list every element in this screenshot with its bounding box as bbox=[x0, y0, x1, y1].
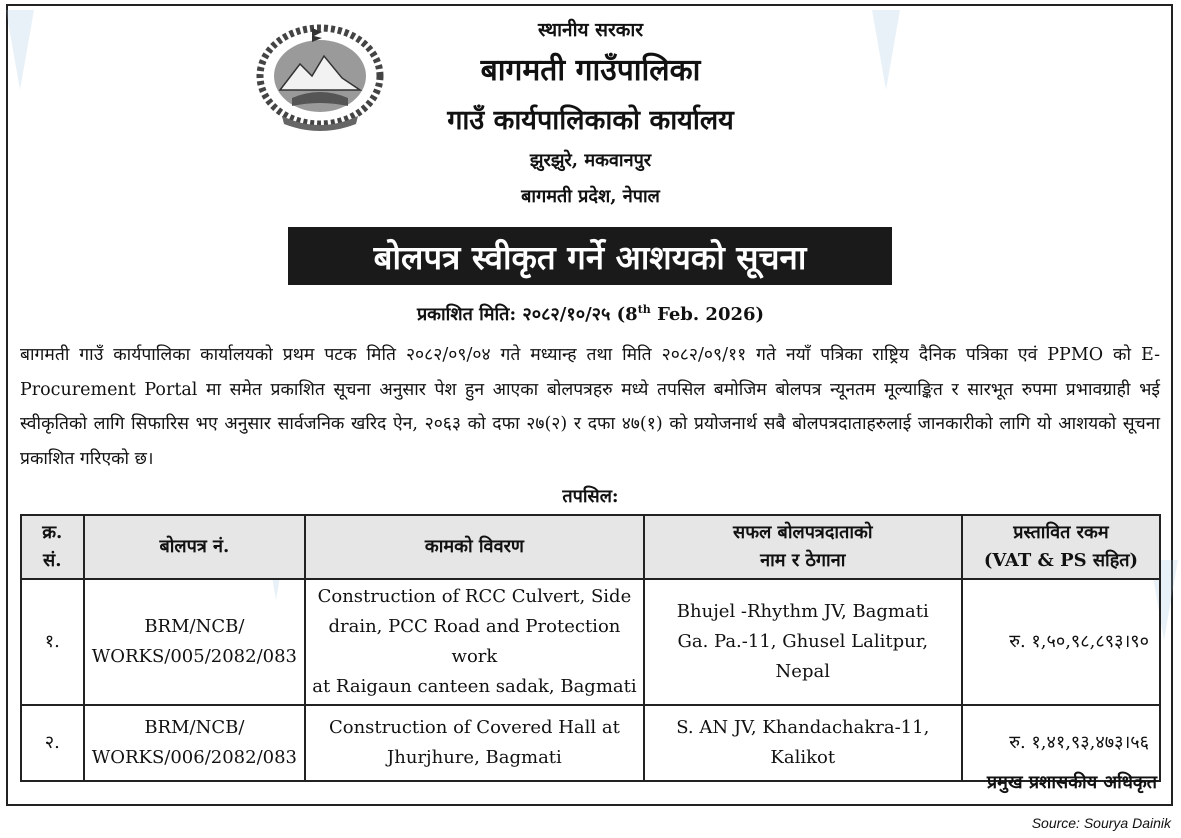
header-bidder: सफल बोलपत्रदाताको नाम र ठेगाना bbox=[644, 515, 962, 579]
cell-serial: १. bbox=[21, 579, 84, 705]
publish-date-prefix: प्रकाशित मिति: २०८२/१०/२५ (8 bbox=[416, 304, 638, 325]
cell-amount: रु. १,४१,९३,४७३।५६ bbox=[962, 705, 1160, 781]
publish-date bbox=[0, 302, 1181, 326]
cell-bidder: S. AN JV, Khandachakra-11, Kalikot bbox=[644, 705, 962, 781]
notice-body: बागमती गाउँ कार्यपालिका कार्यालयको प्रथम पटक मिति २०८२/०९/०४ गते मध्यान्ह तथा मिति २०८२/०९/११ गते नयाँ पत्रिका राष्ट्रिय दैनिक पत्रिका एवं PPMO को E-Procurement Portal मा समेत प्रकाशित सूचना अनुसार पेश हुन आएका बोलपत्रहरु मध्ये तपसिल बमोजिम बोलपत्र न्यूनतम मूल्याङ्कित र सारभूत रुपमा प्रभावग्राही भई स्वीकृतिको लागि सिफारिस भए अनुसार सार्वजनिक खरिद ऐन, २०६३ को दफा २७(२) र दफा ४७(१) को प्रयोजनार्थ सबै बोलपत्रदाताहरुलाई जानकारीको लागि यो आशयको सूचना प्रकाशित गरिएको छ। bbox=[20, 345, 1160, 469]
cell-work: Construction of RCC Culvert, Side drain, PCC Road and Protection work at Raigaun canteen sadak, Bagmati bbox=[305, 579, 643, 705]
header-province: बागमती प्रदेश, नेपाल bbox=[521, 186, 660, 207]
header-address: झुरझुरे, मकवानपुर bbox=[529, 150, 652, 171]
cell-serial: २. bbox=[21, 705, 84, 781]
cell-amount: रु. १,५०,९८,८९३।९० bbox=[962, 579, 1160, 705]
publish-date-suffix: Feb. 2026) bbox=[650, 304, 765, 325]
cell-bid-no: BRM/NCB/ WORKS/006/2082/083 bbox=[84, 705, 306, 781]
publish-date-sup: th bbox=[637, 303, 651, 316]
header-work: कामको विवरण bbox=[305, 515, 643, 579]
header-amount: प्रस्तावित रकम (VAT & PS सहित) bbox=[962, 515, 1160, 579]
source-credit: Source: Sourya Dainik bbox=[1031, 815, 1171, 831]
table-row bbox=[21, 579, 1160, 705]
table-header-row bbox=[21, 515, 1160, 579]
cell-bidder: Bhujel -Rhythm JV, Bagmati Ga. Pa.-11, Ghusel Lalitpur, Nepal bbox=[644, 579, 962, 705]
bid-table bbox=[20, 514, 1161, 782]
cell-bid-no: BRM/NCB/ WORKS/005/2082/083 bbox=[84, 579, 306, 705]
cell-work: Construction of Covered Hall at Jhurjhure, Bagmati bbox=[305, 705, 643, 781]
header-bid-no: बोलपत्र नं. bbox=[84, 515, 306, 579]
signature-title: प्रमुख प्रशासकीय अधिकृत bbox=[986, 772, 1157, 793]
header-local-government: स्थानीय सरकार bbox=[537, 19, 644, 41]
header-municipality-name: बागमती गाउँपालिका bbox=[480, 53, 701, 88]
notice-title: बोलपत्र स्वीकृत गर्ने आशयको सूचना bbox=[288, 227, 892, 285]
table-title: तपसिल: bbox=[562, 486, 619, 507]
header-office-name: गाउँ कार्यपालिकाको कार्यालय bbox=[447, 105, 734, 136]
header-serial: क्र. सं. bbox=[21, 515, 84, 579]
